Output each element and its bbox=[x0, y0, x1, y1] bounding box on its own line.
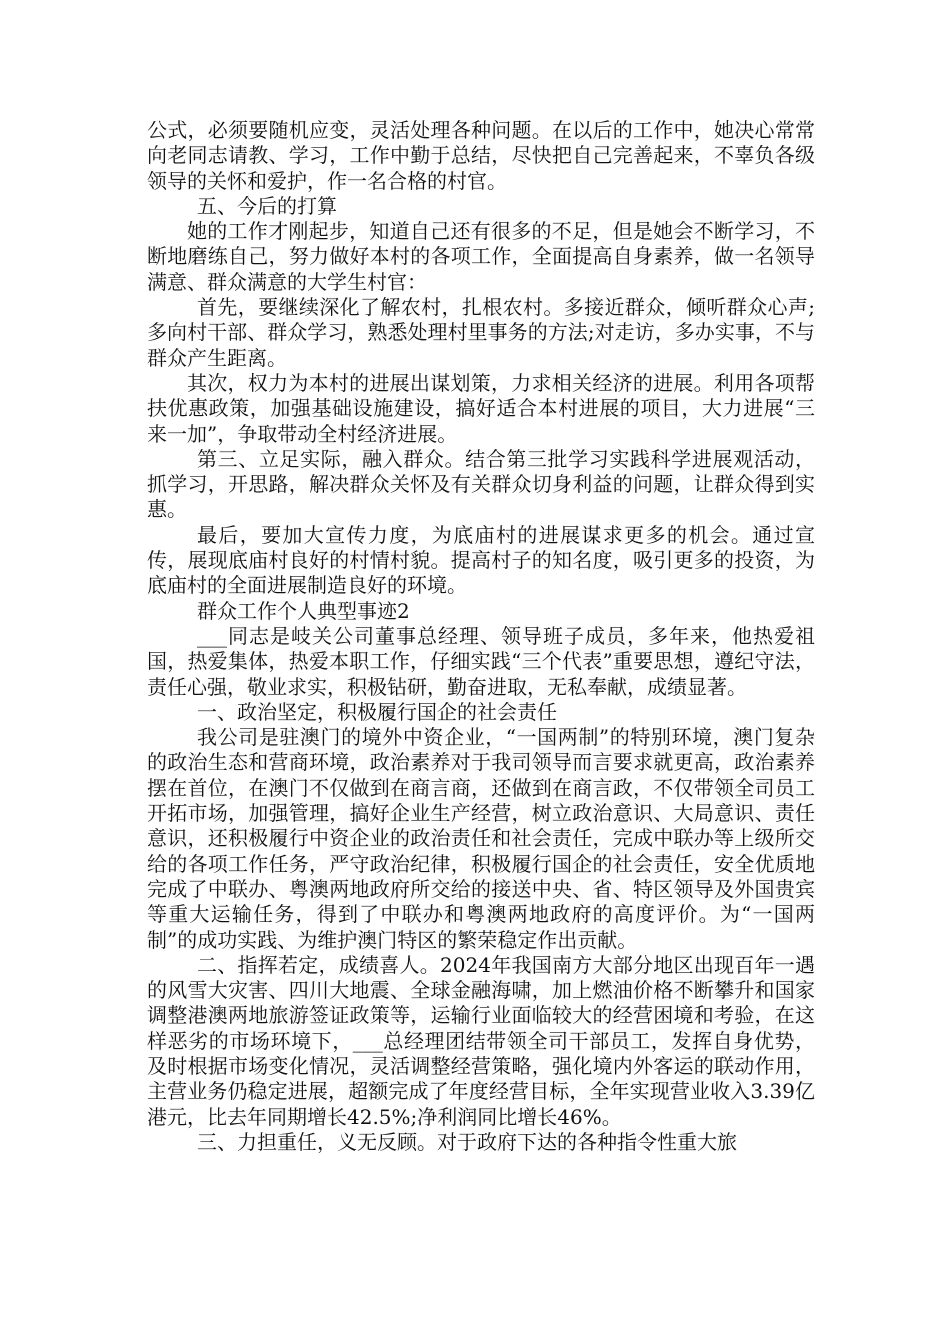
paragraph: 我公司是驻澳门的境外中资企业，“一国两制”的特别环境，澳门复杂的政治生态和营商环境，政治素养对于我司领导而言要求就更高，政治素养摆在首位，在澳门不仅做到在商言商，还做到在商言政，不仅带领全司员工开拓市场，加强管理，搞好企业生产经营，树立政治意识、大局意识、责任意识，还积极履行中资企业的政治责任和社会责任，完成中联办等上级所交给的各项工作任务，严守政治纪律，积极履行国企的社会责任，安全优质地完成了中联办、粤澳两地政府所交给的接送中央、省、特区领导及外国贵宾等重大运输任务，得到了中联办和粤澳两地政府的高度评价。为“一国两制”的成功实践、为维护澳门特区的繁荣稳定作出贡献。 bbox=[147, 725, 815, 952]
paragraph-truncated: 三、力担重任，义无反顾。对于政府下达的各种指令性重大旅 bbox=[197, 1129, 737, 1154]
section-title-example-2: 群众工作个人典型事迹2 bbox=[197, 598, 410, 623]
paragraph: 她的工作才刚起步，知道自己还有很多的不足，但是她会不断学习，不断地磨练自己，努力做好本村的各项工作，全面提高自身素养，做一名领导满意、群众满意的大学生村官： bbox=[147, 219, 815, 294]
paragraph: 二、指挥若定，成绩喜人。2024年我国南方大部分地区出现百年一遇的风雪大灾害、四川大地震、全球金融海啸，加上燃油价格不断攀升和国家调整港澳两地旅游签证政策等，运输行业面临较大的经营困境和考验，在这样恶劣的市场环境下，___总经理团结带领全司干部员工，发挥自身优势，及时根据市场变化情况，灵活调整经营策略，强化境内外客运的联动作用，主营业务仍稳定进展，超额完成了年度经营目标，全年实现营业收入3.39亿港元，比去年同期增长42.5%;净利润同比增长46%。 bbox=[147, 952, 815, 1129]
section-heading-political: 一、政治坚定，积极履行国企的社会责任 bbox=[197, 699, 557, 724]
paragraph: 首先，要继续深化了解农村，扎根农村。多接近群众，倾听群众心声;多向村干部、群众学习，熟悉处理村里事务的方法;对走访，多办实事，不与群众产生距离。 bbox=[147, 295, 815, 370]
paragraph-continuation: 公式，必须要随机应变，灵活处理各种问题。在以后的工作中，她决心常常向老同志请教、学习，工作中勤于总结，尽快把自己完善起来，不辜负各级领导的关怀和爱护，作一名合格的村官。 bbox=[147, 118, 815, 193]
paragraph: 最后，要加大宣传力度，为底庙村的进展谋求更多的机会。通过宣传，展现底庙村良好的村情村貌。提高村子的知名度，吸引更多的投资，为底庙村的全面进展制造良好的环境。 bbox=[147, 522, 815, 598]
paragraph: 其次，权力为本村的进展出谋划策，力求相关经济的进展。利用各项帮扶优惠政策，加强基础设施建设，搞好适合本村进展的项目，大力进展“三来一加”，争取带动全村经济进展。 bbox=[147, 370, 815, 446]
document-body bbox=[147, 118, 815, 1155]
paragraph: ___同志是岐关公司董事总经理、领导班子成员，多年来，他热爱祖国，热爱集体，热爱本职工作，仔细实践“三个代表”重要思想，遵纪守法，责任心强，敬业求实，积极钻研，勤奋进取，无私奉献，成绩显著。 bbox=[147, 623, 815, 699]
section-heading-future-plans: 五、今后的打算 bbox=[197, 193, 337, 218]
paragraph: 第三、立足实际，融入群众。结合第三批学习实践科学进展观活动，抓学习，开思路，解决群众关怀及有关群众切身利益的问题，让群众得到实惠。 bbox=[147, 446, 815, 522]
